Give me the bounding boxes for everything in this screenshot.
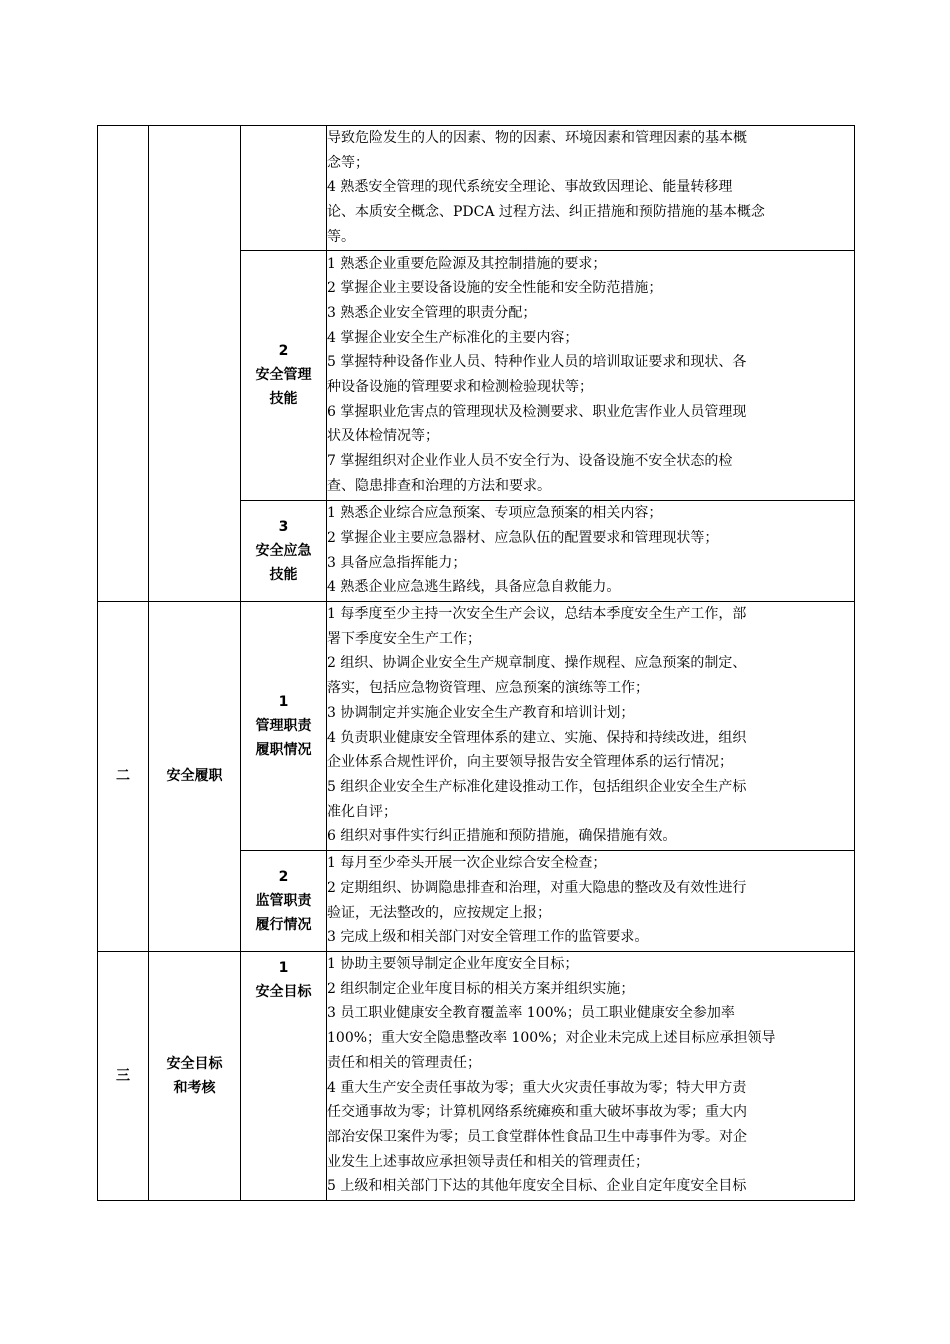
content-line: 部治安保卫案件为零；员工食堂群体性食品卫生中毒事件为零。对企	[327, 1128, 747, 1145]
category-cell	[149, 126, 241, 602]
content-line: 论、本质安全概念、PDCA 过程方法、纠正措施和预防措施的基本概念	[327, 204, 765, 221]
subitem-number: 2	[278, 868, 289, 885]
content-line: 署下季度安全生产工作；	[327, 630, 481, 647]
subitem-title: 安全应急	[255, 542, 312, 559]
subitem-cell	[241, 951, 327, 1200]
content-line: 落实，包括应急物资管理、应急预案的演练等工作；	[327, 680, 649, 697]
table-row	[98, 126, 855, 251]
content-cell	[327, 250, 855, 500]
safety-duty-table	[97, 125, 855, 1201]
content-line: 1 每季度至少主持一次安全生产会议，总结本季度安全生产工作，部	[327, 606, 747, 622]
content-line: 1 熟悉企业重要危险源及其控制措施的要求；	[327, 255, 607, 272]
content-line: 3 协调制定并实施企业安全生产教育和培训计划；	[327, 704, 635, 721]
content-line: 2 组织制定企业年度目标的相关方案并组织实施；	[327, 980, 635, 997]
category-cell: 安全履职	[149, 601, 241, 951]
category-title: 和考核	[173, 1079, 216, 1096]
subitem-number: 1	[278, 693, 289, 710]
subitem-title: 监管职责	[255, 892, 312, 909]
table-row	[98, 601, 855, 850]
content-line: 导致危险发生的人的因素、物的因素、环境因素和管理因素的基本概	[327, 130, 747, 146]
content-line: 3 熟悉企业安全管理的职责分配；	[327, 304, 537, 321]
content-line: 5 上级和相关部门下达的其他年度安全目标、企业自定年度安全目标	[327, 1178, 747, 1195]
content-line: 验证，无法整改的，应按规定上报；	[327, 904, 551, 921]
subitem-title: 技能	[269, 391, 298, 408]
section-number-cell: 二	[98, 601, 149, 951]
content-line: 4 熟悉安全管理的现代系统安全理论、事故致因理论、能量转移理	[327, 179, 733, 196]
subitem-number: 1	[278, 959, 289, 976]
content-line: 查、隐患排查和治理的方法和要求。	[327, 477, 551, 494]
subitem-title: 履职情况	[255, 741, 312, 758]
content-cell	[327, 126, 855, 251]
content-line: 6 掌握职业危害点的管理现状及检测要求、职业危害作业人员管理现	[327, 403, 747, 420]
content-line: 2 定期组织、协调隐患排查和治理，对重大隐患的整改及有效性进行	[327, 879, 747, 896]
content-line: 念等；	[327, 154, 369, 171]
subitem-number: 2	[278, 343, 289, 360]
content-line: 2 掌握企业主要设备设施的安全性能和安全防范措施；	[327, 280, 663, 297]
content-line: 3 具备应急指挥能力；	[327, 554, 467, 571]
content-cell	[327, 850, 855, 951]
content-cell	[327, 601, 855, 850]
content-line: 2 掌握企业主要应急器材、应急队伍的配置要求和管理现状等；	[327, 529, 719, 546]
subitem-cell	[241, 850, 327, 951]
subitem-title: 安全目标	[255, 983, 312, 1000]
content-line: 4 掌握企业安全生产标准化的主要内容；	[327, 329, 579, 346]
content-line: 等。	[327, 228, 355, 245]
table-row	[98, 951, 855, 1200]
content-line: 4 重大生产安全责任事故为零；重大火灾责任事故为零；特大甲方责	[327, 1079, 747, 1096]
content-line: 5 组织企业安全生产标准化建设推动工作，包括组织企业安全生产标	[327, 778, 747, 795]
content-line: 1 每月至少牵头开展一次企业综合安全检查；	[327, 855, 607, 872]
content-line: 7 掌握组织对企业作业人员不安全行为、设备设施不安全状态的检	[327, 453, 733, 470]
content-line: 2 组织、协调企业安全生产规章制度、操作规程、应急预案的制定、	[327, 655, 747, 672]
subitem-title: 技能	[269, 566, 298, 583]
subitem-title: 履行情况	[255, 916, 312, 933]
content-line: 准化自评；	[327, 803, 397, 820]
content-line: 业发生上述事故应承担领导责任和相关的管理责任；	[327, 1153, 649, 1170]
subitem-title: 管理职责	[255, 717, 312, 734]
section-number-cell: 三	[98, 951, 149, 1200]
content-line: 4 负责职业健康安全管理体系的建立、实施、保持和持续改进，组织	[327, 729, 747, 746]
content-line: 种设备设施的管理要求和检测检验现状等；	[327, 379, 593, 396]
content-line: 任交通事故为零；计算机网络系统瘫痪和重大破坏事故为零；重大内	[327, 1104, 747, 1121]
subitem-cell	[241, 126, 327, 251]
content-cell	[327, 500, 855, 601]
content-line: 1 协助主要领导制定企业年度安全目标；	[327, 956, 579, 972]
content-line: 1 熟悉企业综合应急预案、专项应急预案的相关内容；	[327, 505, 663, 522]
subitem-number: 3	[278, 518, 289, 535]
subitem-cell	[241, 601, 327, 850]
content-line: 5 掌握特种设备作业人员、特种作业人员的培训取证要求和现状、各	[327, 354, 747, 371]
content-line: 责任和相关的管理责任；	[327, 1054, 481, 1071]
section-number-cell	[98, 126, 149, 602]
content-line: 状及体检情况等；	[327, 428, 439, 445]
category-cell	[149, 951, 241, 1200]
content-line: 3 员工职业健康安全教育覆盖率 100%；员工职业健康安全参加率	[327, 1005, 735, 1022]
content-cell	[327, 951, 855, 1200]
content-line: 4 熟悉企业应急逃生路线，具备应急自救能力。	[327, 579, 621, 596]
subitem-title: 安全管理	[255, 367, 312, 384]
subitem-cell	[241, 500, 327, 601]
content-line: 企业体系合规性评价，向主要领导报告安全管理体系的运行情况；	[327, 754, 733, 771]
subitem-cell	[241, 250, 327, 500]
content-line: 3 完成上级和相关部门对安全管理工作的监管要求。	[327, 929, 649, 946]
content-line: 6 组织对事件实行纠正措施和预防措施，确保措施有效。	[327, 828, 677, 845]
content-line: 100%；重大安全隐患整改率 100%；对企业未完成上述目标应承担领导	[327, 1030, 776, 1047]
category-title: 安全目标	[166, 1055, 223, 1072]
